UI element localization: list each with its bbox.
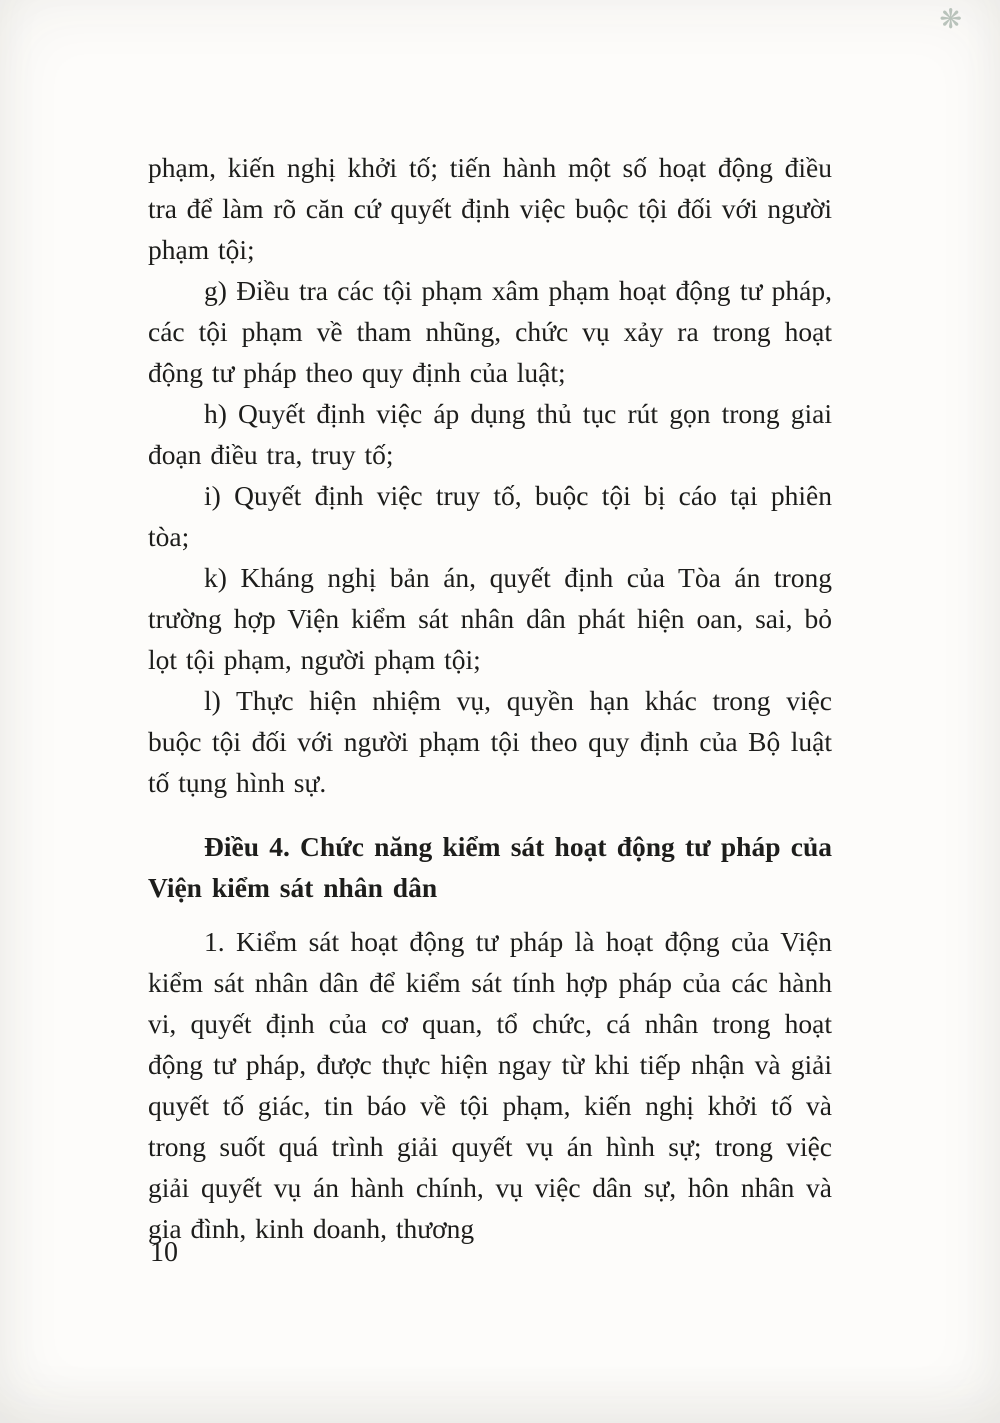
paragraph: 1. Kiểm sát hoạt động tư pháp là hoạt động của Viện kiểm sát nhân dân để kiểm sát tính hợp pháp của các hành vi, quyết định của cơ quan, tổ chức, cá nhân trong hoạt động tư pháp, được thực hiện ngay từ khi tiếp nhận và giải quyết tố giác, tin báo về tội phạm, kiến nghị khởi tố và trong suốt quá trình giải quyết vụ án hình sự; trong việc giải quyết vụ án hành chính, vụ việc dân sự, hôn nhân và gia đình, kinh doanh, thương — [148, 926, 832, 1244]
paragraph: l) Thực hiện nhiệm vụ, quyền hạn khác trong việc buộc tội đối với người phạm tội theo quy định của Bộ luật tố tụng hình sự. — [148, 685, 832, 798]
paragraph: phạm, kiến nghị khởi tố; tiến hành một số hoạt động điều tra để làm rõ căn cứ quyết định việc buộc tội đối với người phạm tội; — [148, 152, 832, 265]
paragraph: h) Quyết định việc áp dụng thủ tục rút gọn trong giai đoạn điều tra, truy tố; — [148, 398, 832, 470]
page-text-block — [148, 147, 832, 1249]
page-number: 10 — [150, 1237, 178, 1268]
paragraph: i) Quyết định việc truy tố, buộc tội bị cáo tại phiên tòa; — [148, 480, 832, 552]
paragraph: g) Điều tra các tội phạm xâm phạm hoạt động tư pháp, các tội phạm về tham nhũng, chức vụ xảy ra trong hoạt động tư pháp theo quy định của luật; — [148, 275, 832, 388]
flower-decoration-icon: ❋ — [939, 4, 962, 35]
section-heading: Điều 4. Chức năng kiểm sát hoạt động tư pháp của Viện kiểm sát nhân dân — [148, 831, 832, 903]
paragraph: k) Kháng nghị bản án, quyết định của Tòa án trong trường hợp Viện kiểm sát nhân dân phát hiện oan, sai, bỏ lọt tội phạm, người phạm tội; — [148, 562, 832, 675]
